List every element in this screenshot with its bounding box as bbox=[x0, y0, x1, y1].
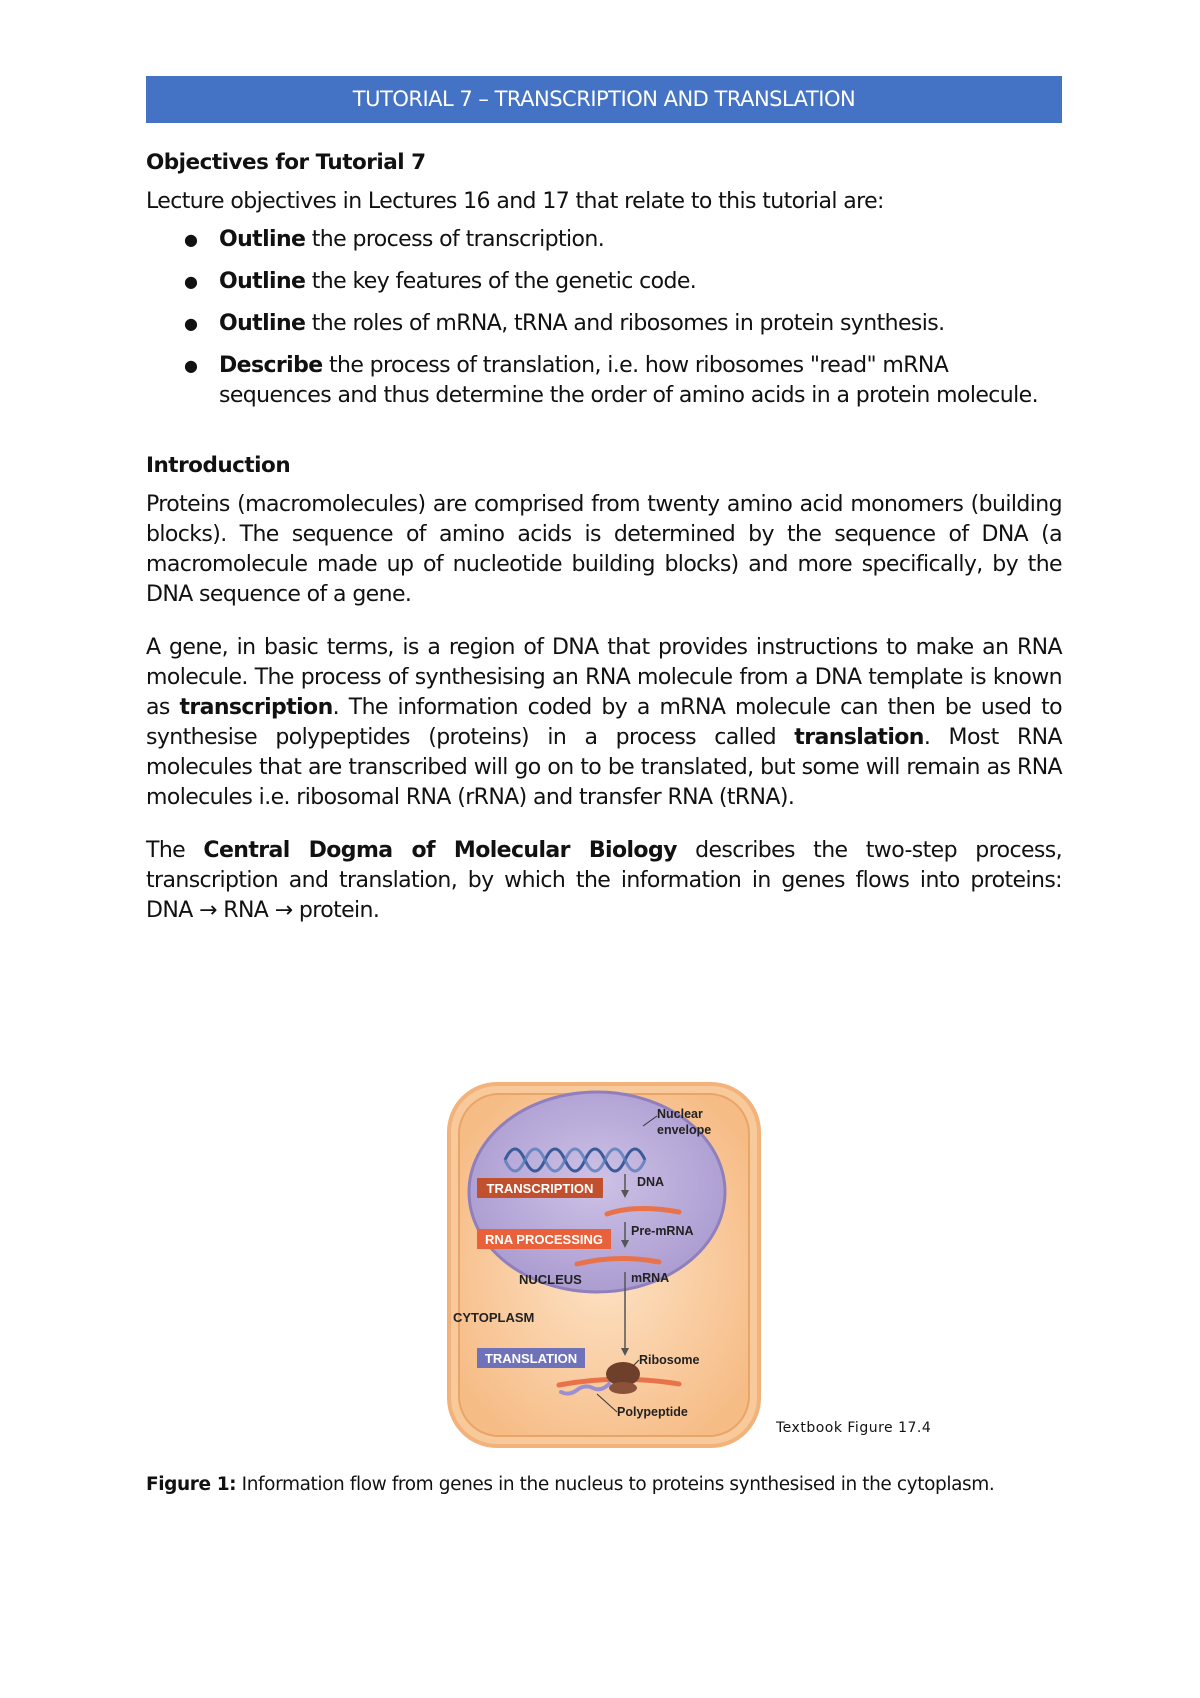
objective-item bbox=[146, 225, 1062, 255]
cytoplasm-label: CYTOPLASM bbox=[453, 1310, 535, 1325]
caption-label: Figure 1: bbox=[146, 1474, 237, 1495]
objective-item bbox=[146, 309, 1062, 339]
objective-item bbox=[146, 267, 1062, 297]
objective-verb: Outline bbox=[219, 269, 306, 294]
polypeptide-label: Polypeptide bbox=[617, 1405, 688, 1419]
bullet-icon: ● bbox=[184, 314, 198, 333]
tutorial-title-banner: TUTORIAL 7 – TRANSCRIPTION AND TRANSLATION bbox=[146, 76, 1062, 123]
nuclear-envelope-label-1: Nuclear bbox=[657, 1107, 703, 1121]
intro-p2-text: . Most RNA molecules that are transcribed will go on to be translated, but some will remain as RNA molecules i.e. ribosomal RNA (rRNA) and transfer RNA (tRNA). bbox=[146, 725, 1062, 810]
objective-text: the roles of mRNA, tRNA and ribosomes in protein synthesis. bbox=[305, 311, 945, 336]
dna-label: DNA bbox=[637, 1175, 665, 1189]
objectives-heading: Objectives for Tutorial 7 bbox=[146, 150, 426, 175]
mrna-label: mRNA bbox=[631, 1271, 670, 1285]
figure-caption bbox=[146, 1474, 1066, 1495]
introduction-heading: Introduction bbox=[146, 453, 291, 478]
objective-text: the key features of the genetic code. bbox=[305, 269, 697, 294]
objectives-list bbox=[146, 225, 1062, 411]
intro-paragraph-1: Proteins (macromolecules) are comprised from twenty amino acid monomers (building blocks). The sequence of amino acids is determined by the sequence of DNA (a macromolecule made up of nucleotide building blocks) and more specifically, by the DNA sequence of a gene. bbox=[146, 492, 1062, 607]
ribosome-label: Ribosome bbox=[639, 1353, 700, 1367]
objective-item bbox=[146, 351, 1062, 411]
nuclear-envelope-label-2: envelope bbox=[657, 1123, 712, 1137]
transcription-label: TRANSCRIPTION bbox=[486, 1181, 594, 1196]
objective-verb: Describe bbox=[219, 353, 323, 378]
term-translation: translation bbox=[794, 725, 924, 750]
figure-source-note: Textbook Figure 17.4 bbox=[776, 1420, 932, 1436]
bullet-icon: ● bbox=[184, 230, 198, 249]
intro-paragraph-2 bbox=[146, 633, 1062, 813]
translation-label: TRANSLATION bbox=[484, 1351, 578, 1366]
term-transcription: transcription bbox=[179, 695, 333, 720]
ribosome-small-subunit bbox=[609, 1382, 637, 1394]
cell-diagram bbox=[447, 1082, 763, 1449]
document-content bbox=[146, 150, 1062, 926]
objective-text: the process of transcription. bbox=[305, 227, 605, 252]
bullet-icon: ● bbox=[184, 272, 198, 291]
objectives-intro: Lecture objectives in Lectures 16 and 17 that relate to this tutorial are: bbox=[146, 189, 884, 214]
objective-verb: Outline bbox=[219, 227, 306, 252]
intro-p2-text: . The information coded by a mRNA molecule can then be used to synthesise polypeptides (proteins) in a process called bbox=[146, 695, 1062, 750]
caption-text: Information flow from genes in the nucleus to proteins synthesised in the cytoplasm. bbox=[236, 1474, 995, 1495]
objective-text: the process of translation, i.e. how ribosomes "read" mRNA sequences and thus determine the order of amino acids in a protein molecule. bbox=[219, 353, 1038, 408]
term-central-dogma: Central Dogma of Molecular Biology bbox=[203, 838, 677, 863]
bullet-icon: ● bbox=[184, 356, 198, 375]
objective-verb: Outline bbox=[219, 311, 306, 336]
pre-mrna-label: Pre-mRNA bbox=[631, 1224, 694, 1238]
intro-p3-text: describes the two-step process, transcription and translation, by which the information in genes flows into proteins: DNA → RNA → protein. bbox=[146, 838, 1063, 923]
rna-processing-label: RNA PROCESSING bbox=[485, 1232, 603, 1247]
intro-p2-text: A gene, in basic terms, is a region of DNA that provides instructions to make an RNA molecule. The process of synthesising an RNA molecule from a DNA template is known as bbox=[146, 635, 1062, 720]
nucleus-label: NUCLEUS bbox=[519, 1272, 582, 1287]
intro-paragraph-3 bbox=[146, 836, 1062, 926]
intro-p3-text: The bbox=[146, 838, 204, 863]
figure-central-dogma bbox=[447, 1082, 763, 1449]
